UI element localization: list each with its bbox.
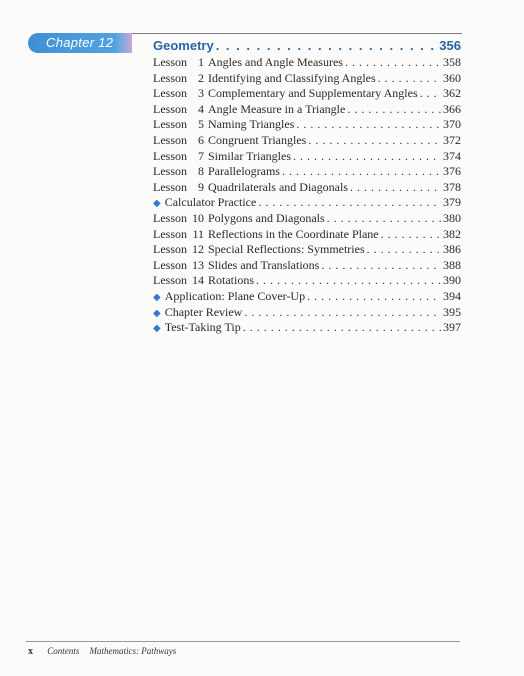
lesson-label: Lesson — [153, 164, 187, 179]
toc-lesson-row[interactable] — [153, 211, 461, 227]
entry-page-number: 360 — [443, 70, 461, 85]
entry-title: Congruent Triangles — [208, 132, 307, 147]
footer-section: Contents — [47, 646, 80, 656]
toc-lesson-row[interactable] — [153, 86, 461, 102]
dot-leader — [256, 273, 441, 289]
chapter-title: Geometry — [153, 38, 214, 53]
lesson-label: Lesson — [153, 55, 187, 69]
toc-lesson-row[interactable] — [153, 164, 461, 180]
dot-leader — [282, 164, 441, 180]
toc-lesson-row[interactable] — [153, 71, 461, 87]
entry-title: Rotations — [208, 273, 255, 288]
dot-leader — [243, 320, 441, 336]
dot-leader — [296, 117, 441, 133]
entry-page-number: 397 — [443, 320, 461, 335]
entry-page-number: 374 — [443, 148, 461, 163]
dot-leader — [308, 133, 441, 149]
lesson-label: Lesson — [153, 179, 187, 194]
entry-page-number: 378 — [443, 179, 461, 194]
lesson-number: 11 — [192, 226, 204, 241]
diamond-icon: ◆ — [153, 198, 161, 210]
dot-leader — [381, 227, 441, 243]
toc-lesson-row[interactable] — [153, 117, 461, 133]
toc-lesson-row[interactable] — [153, 133, 461, 149]
toc-lesson-row[interactable] — [153, 227, 461, 243]
entry-title: Angles and Angle Measures — [208, 55, 343, 69]
toc-feature-row[interactable] — [153, 320, 461, 336]
page-folio: x — [28, 646, 33, 657]
toc-entries — [153, 55, 461, 336]
entry-page-number: 380 — [443, 210, 461, 225]
chapter-page-number: 356 — [439, 38, 461, 53]
lesson-number: 14 — [192, 273, 204, 288]
entry-title: Complementary and Supplementary Angles — [208, 86, 418, 101]
entry-title: Special Reflections: Symmetries — [208, 242, 365, 257]
entry-title: Application: Plane Cover-Up — [164, 288, 306, 303]
page-footer — [28, 646, 176, 657]
entry-page-number: 358 — [443, 55, 461, 69]
entry-title: Calculator Practice — [164, 195, 257, 210]
entry-page-number: 362 — [443, 86, 461, 101]
top-rule — [132, 33, 462, 34]
lesson-label: Lesson — [153, 210, 187, 225]
entry-page-number: 386 — [443, 242, 461, 257]
toc-lesson-row[interactable] — [153, 258, 461, 274]
entry-title: Test-Taking Tip — [164, 320, 241, 335]
lesson-number: 2 — [198, 70, 204, 85]
dot-leader — [350, 180, 441, 196]
dot-leader — [420, 86, 441, 102]
toc-lesson-row[interactable] — [153, 102, 461, 118]
toc-lesson-row[interactable] — [153, 242, 461, 258]
chapter-title-row[interactable] — [153, 37, 461, 55]
diamond-icon: ◆ — [153, 307, 161, 319]
toc-feature-row[interactable] — [153, 289, 461, 305]
entry-title: Angle Measure in a Triangle — [208, 101, 346, 116]
entry-page-number: 382 — [443, 226, 461, 241]
dot-leader — [321, 258, 441, 274]
entry-title: Identifying and Classifying Angles — [208, 70, 376, 85]
toc-lesson-row[interactable] — [153, 273, 461, 289]
entry-title: Quadrilaterals and Diagonals — [208, 179, 348, 194]
lesson-number: 6 — [198, 132, 204, 147]
entry-title: Chapter Review — [164, 304, 243, 319]
lesson-number: 4 — [198, 101, 204, 116]
lesson-number: 10 — [192, 210, 204, 225]
lesson-number: 8 — [198, 164, 204, 179]
toc-feature-row[interactable] — [153, 305, 461, 321]
dot-leader — [258, 195, 441, 211]
entry-page-number: 395 — [443, 304, 461, 319]
lesson-label: Lesson — [153, 86, 187, 101]
entry-title: Similar Triangles — [208, 148, 292, 163]
diamond-icon: ◆ — [153, 323, 161, 335]
toc-lesson-row[interactable] — [153, 149, 461, 165]
lesson-label: Lesson — [153, 70, 187, 85]
toc-feature-row[interactable] — [153, 195, 461, 211]
toc-lesson-row[interactable] — [153, 180, 461, 196]
footer-book-title: Mathematics: Pathways — [89, 646, 177, 656]
dot-leader — [378, 71, 441, 87]
entry-title: Reflections in the Coordinate Plane — [208, 226, 379, 241]
dot-leader — [244, 305, 441, 321]
dot-leader — [293, 149, 441, 165]
lesson-label: Lesson — [153, 101, 187, 116]
dot-leader — [367, 242, 441, 258]
entry-title: Polygons and Diagonals — [208, 210, 325, 225]
entry-page-number: 379 — [443, 195, 461, 210]
toc-lesson-row[interactable] — [153, 55, 461, 71]
lesson-label: Lesson — [153, 132, 187, 147]
entry-page-number: 376 — [443, 164, 461, 179]
chapter-tab: Chapter 12 — [28, 33, 132, 53]
dot-leader — [347, 102, 441, 118]
entry-title: Naming Triangles — [208, 117, 295, 132]
entry-title: Slides and Translations — [208, 257, 320, 272]
dot-leader — [216, 37, 438, 55]
lesson-number: 7 — [198, 148, 204, 163]
lesson-label: Lesson — [153, 273, 187, 288]
entry-title: Parallelograms — [208, 164, 280, 179]
table-of-contents — [153, 37, 461, 336]
dot-leader — [307, 289, 441, 305]
entry-page-number: 394 — [443, 288, 461, 303]
lesson-label: Lesson — [153, 257, 187, 272]
lesson-label: Lesson — [153, 117, 187, 132]
entry-page-number: 372 — [443, 132, 461, 147]
lesson-number: 9 — [198, 179, 204, 194]
lesson-number: 12 — [192, 242, 204, 257]
lesson-number: 3 — [198, 86, 204, 101]
diamond-icon: ◆ — [153, 291, 161, 303]
entry-page-number: 370 — [443, 117, 461, 132]
entry-page-number: 388 — [443, 257, 461, 272]
footer-rule — [26, 641, 460, 642]
entry-page-number: 366 — [443, 101, 461, 116]
lesson-label: Lesson — [153, 226, 187, 241]
entry-page-number: 390 — [443, 273, 461, 288]
lesson-number: 5 — [198, 117, 204, 132]
lesson-number: 1 — [198, 55, 204, 69]
dot-leader — [345, 55, 441, 71]
dot-leader — [327, 211, 441, 227]
lesson-label: Lesson — [153, 242, 187, 257]
lesson-label: Lesson — [153, 148, 187, 163]
lesson-number: 13 — [192, 257, 204, 272]
